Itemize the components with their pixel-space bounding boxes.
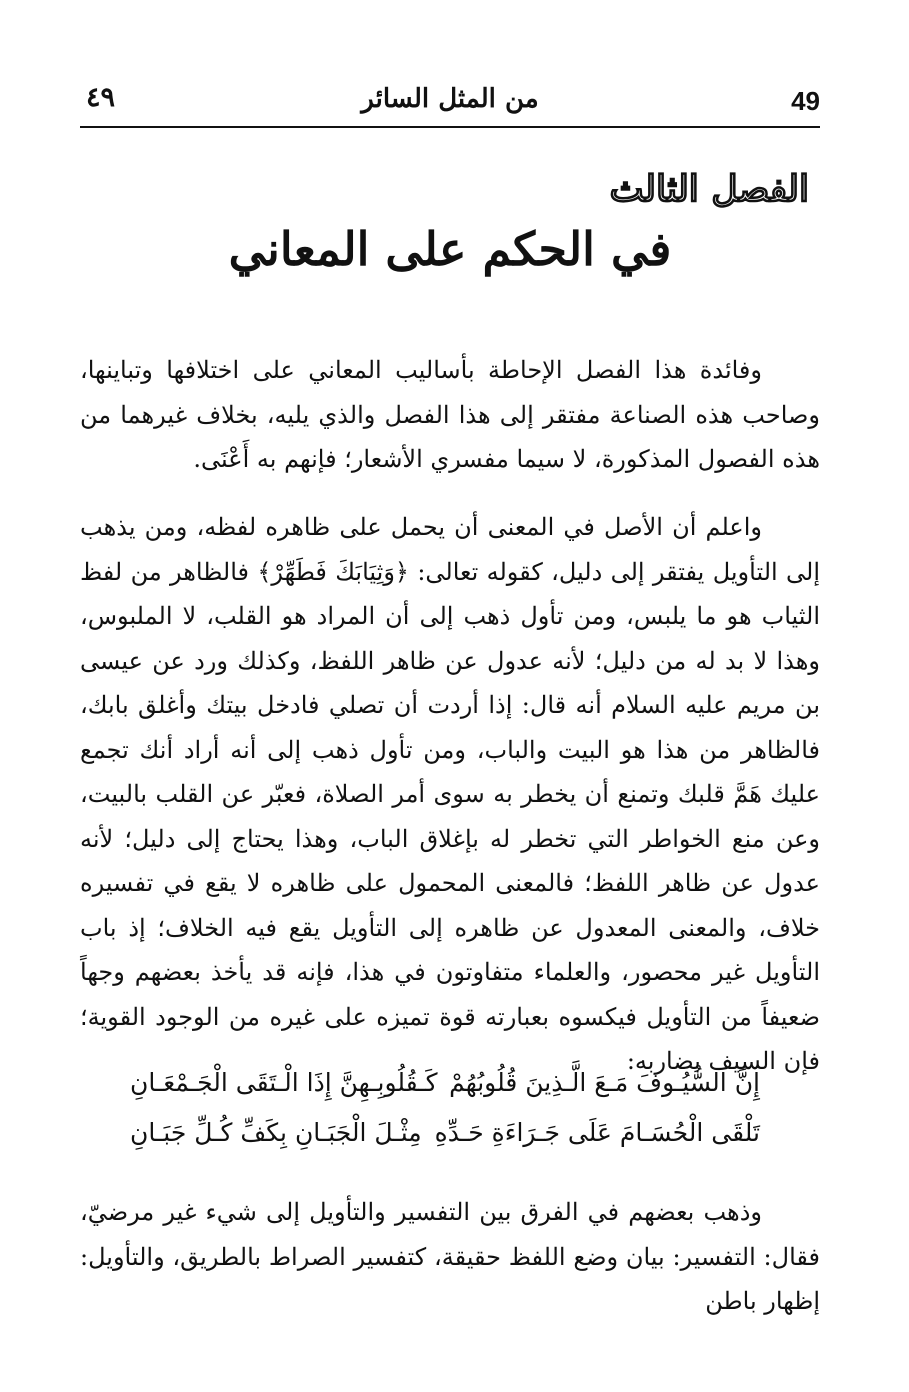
verse-first-hemistich: إِنَّ السُّيُـوفَ مَـعَ الَّـذِينَ قُلُوبُهُمْ: [449, 1068, 760, 1097]
paragraph-text: واعلم أن الأصل في المعنى أن يحمل على ظاهره لفظه، ومن يذهب إلى التأويل يفتقر إلى دليل، كقوله تعالى: ﴿وَثِيَابَكَ فَطَهِّرْ﴾ فالظاهر من لفظ الثياب هو ما يلبس، ومن تأول ذهب إلى أن المراد هو القلب، لا الملبوس، وهذا لا بد له من دليل؛ لأنه عدول عن ظاهر اللفظ، وكذلك ورد عن عيسى بن مريم عليه السلام أنه قال: إذا أردت أن تصلي فادخل بيتك وأغلق بابك، فالظاهر من هذا هو البيت والباب، ومن تأول ذهب إلى أنه أراد أنك تجمع عليك هَمَّ قلبك وتمنع أن يخطر به سوى أمر الصلاة، فعبّر عن القلب بالبيت، وعن منع الخواطر التي تخطر له بإغلاق الباب، وهذا يحتاج إلى دليل؛ لأنه عدول عن ظاهر اللفظ؛ فالمعنى المحمول على ظاهره لا يقع في تفسيره خلاف، والمعنى المعدول عن ظاهره إلى التأويل يقع فيه الخلاف؛ إذ باب التأويل غير محصور، والعلماء متفاوتون في هذا، فإنه قد يأخذ بعضهم وجهاً ضعيفاً من التأويل فيكسوه بعبارته قوة تميزه على غيره من الوجود القوية؛ فإن السيف بضاربه:: [80, 513, 820, 1075]
verse-line-1: [130, 1068, 820, 1108]
paragraph-2: [80, 505, 820, 1084]
paragraph-1: [80, 348, 820, 482]
verse-second-hemistich: كَـقُلُوبِـهِنَّ إِذَا الْـتَقَى الْجَـمْعَـانِ: [130, 1068, 438, 1097]
running-title: من المثل السائر: [361, 84, 539, 114]
chapter-label: الفصل الثالث: [609, 168, 809, 210]
verse-first-hemistich: تَلْقَى الْحُسَـامَ عَلَى جَـرَاءَةِ حَـدِّهِ: [434, 1118, 760, 1147]
paragraph-text: وذهب بعضهم في الفرق بين التفسير والتأويل إلى شيء غير مرضيّ، فقال: التفسير: بيان وضع اللفظ حقيقة، كتفسير الصراط بالطريق، والتأويل: إظهار باطن: [80, 1198, 820, 1315]
page-number-latin: 49: [791, 86, 820, 116]
page-header: [80, 82, 820, 122]
chapter-title: في الحكم على المعاني: [228, 222, 672, 276]
paragraph-text: وفائدة هذا الفصل الإحاطة بأساليب المعاني على اختلافها وتباينها، وصاحب هذه الصناعة مفتقر إلى هذا الفصل والذي يليه، بخلاف غيرهما من هذه الفصول المذكورة، لا سيما مفسري الأشعار؛ فإنهم به أَعْنَى.: [80, 356, 820, 473]
paragraph-3: [80, 1190, 820, 1324]
page-number-arabic: ٤٩: [86, 82, 116, 113]
verse-second-hemistich: مِثْـلَ الْجَبَـانِ بِكَفِّ كُـلِّ جَبَـانِ: [130, 1118, 422, 1147]
verse-line-2: [130, 1118, 820, 1158]
header-rule: [80, 126, 820, 128]
